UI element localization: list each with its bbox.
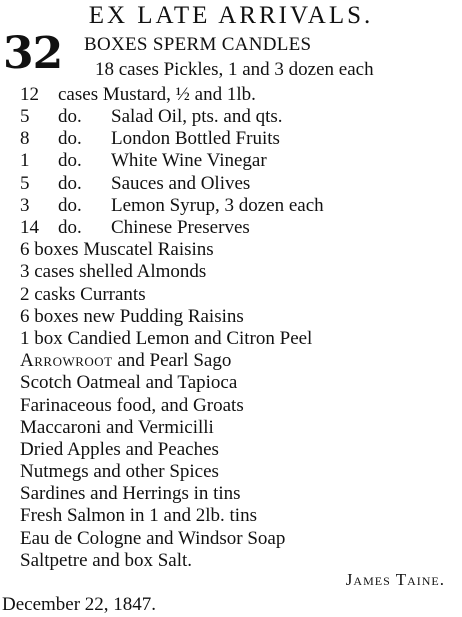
item-text: Sauces and Olives xyxy=(111,173,251,194)
item-text: White Wine Vinegar xyxy=(111,150,267,171)
item-quantity: 8 xyxy=(20,128,30,149)
list-item xyxy=(20,106,283,128)
list-item: Farinaceous food, and Groats xyxy=(20,395,244,416)
item-ditto: do. xyxy=(58,106,82,127)
lead-first-line: BOXES SPERM CANDLES xyxy=(84,34,312,55)
list-item: Nutmegs and other Spices xyxy=(20,461,219,482)
list-item: 6 boxes Muscatel Raisins xyxy=(20,239,214,260)
list-item xyxy=(20,173,250,195)
item-text: cases Mustard, ½ and 1lb. xyxy=(58,84,256,105)
ad-heading: EX LATE ARRIVALS. xyxy=(88,2,374,29)
list-item xyxy=(20,217,250,239)
item-quantity: 5 xyxy=(20,173,30,194)
item-quantity: 12 xyxy=(20,84,39,105)
lead-number: 32 xyxy=(3,28,63,79)
merchant-signature: James Taine. xyxy=(345,570,445,589)
item-ditto: do. xyxy=(58,128,82,149)
item-text: Chinese Preserves xyxy=(111,217,250,238)
item-text: London Bottled Fruits xyxy=(111,128,280,149)
item-quantity: 14 xyxy=(20,217,39,238)
list-item: 3 cases shelled Almonds xyxy=(20,261,207,282)
list-item: 6 boxes new Pudding Raisins xyxy=(20,306,244,327)
list-item xyxy=(20,150,267,172)
item-ditto: do. xyxy=(58,195,82,216)
item-text: Lemon Syrup, 3 dozen each xyxy=(111,195,324,216)
list-item: Sardines and Herrings in tins xyxy=(20,483,241,504)
small-caps-text: Arrowroot xyxy=(20,350,113,371)
list-item: Scotch Oatmeal and Tapioca xyxy=(20,372,238,393)
list-item: Fresh Salmon in 1 and 2lb. tins xyxy=(20,505,257,526)
list-item: Maccaroni and Vermicilli xyxy=(20,417,214,438)
list-item xyxy=(20,128,280,150)
item-quantity: 1 xyxy=(20,150,30,171)
item-quantity: 3 xyxy=(20,195,30,216)
list-item xyxy=(20,84,256,106)
ad-date: December 22, 1847. xyxy=(2,594,157,615)
list-item: Eau de Cologne and Windsor Soap xyxy=(20,528,286,549)
lead-second-line: 18 cases Pickles, 1 and 3 dozen each xyxy=(95,59,374,80)
list-item: 1 box Candied Lemon and Citron Peel xyxy=(20,328,313,349)
list-item: 2 casks Currants xyxy=(20,284,146,305)
item-ditto: do. xyxy=(58,173,82,194)
item-ditto: do. xyxy=(58,150,82,171)
item-quantity: 5 xyxy=(20,106,30,127)
list-item: Dried Apples and Peaches xyxy=(20,439,219,460)
item-text: Salad Oil, pts. and qts. xyxy=(111,106,283,127)
item-text: and Pearl Sago xyxy=(112,350,232,371)
list-item xyxy=(20,350,231,372)
item-ditto: do. xyxy=(58,217,82,238)
list-item: Saltpetre and box Salt. xyxy=(20,550,193,571)
list-item xyxy=(20,195,324,217)
